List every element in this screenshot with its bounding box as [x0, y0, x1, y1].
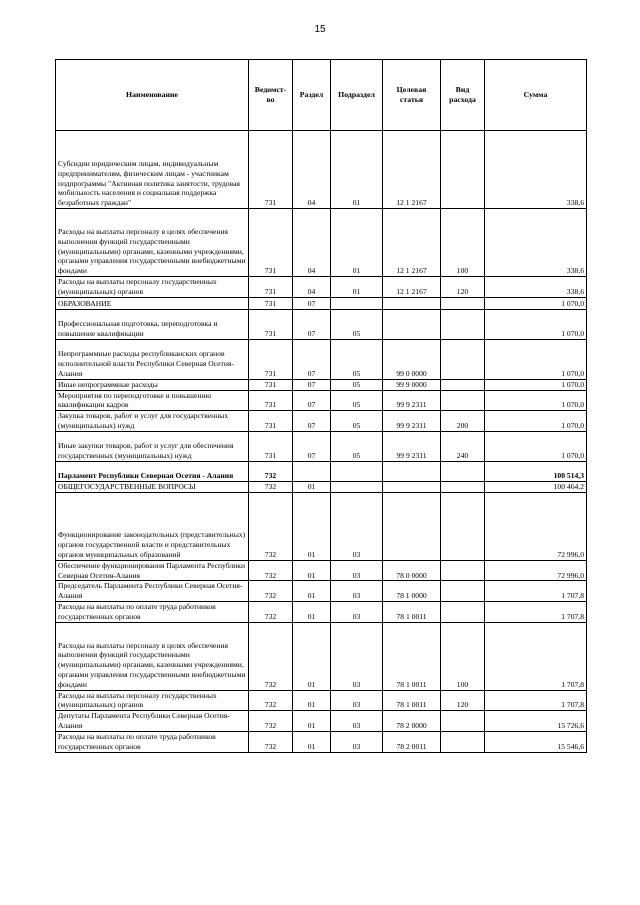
row-name: Мероприятия по переподготовке и повышению квалификации кадров [56, 390, 249, 411]
row-expense-type [441, 461, 485, 481]
row-subsection: 05 [331, 379, 383, 390]
row-section [293, 461, 331, 481]
row-department: 732 [249, 731, 293, 752]
row-sum: 1 070,0 [485, 309, 587, 339]
row-section: 07 [293, 411, 331, 432]
table-row [56, 277, 587, 298]
row-department: 731 [249, 277, 293, 298]
row-target: 78 1 0011 [383, 690, 441, 711]
row-subsection: 03 [331, 622, 383, 690]
row-name: Расходы на выплаты по оплате труда работников государственных органов [56, 731, 249, 752]
row-subsection: 05 [331, 431, 383, 461]
row-expense-type [441, 560, 485, 581]
row-subsection: 03 [331, 492, 383, 560]
row-sum: 100 514,3 [485, 461, 587, 481]
header-section: Раздел [293, 60, 331, 131]
header-name: Наименование [56, 60, 249, 131]
row-target: 99 9 2311 [383, 411, 441, 432]
row-expense-type [441, 339, 485, 379]
row-expense-type: 240 [441, 431, 485, 461]
row-target: 99 9 2311 [383, 390, 441, 411]
row-department: 732 [249, 581, 293, 602]
row-section: 07 [293, 309, 331, 339]
row-department: 732 [249, 622, 293, 690]
row-department: 731 [249, 297, 293, 309]
row-target: 78 0 0000 [383, 560, 441, 581]
row-section: 01 [293, 731, 331, 752]
row-target [383, 461, 441, 481]
row-name: Профессиональная подготовка, переподготовка и повышение квалификации [56, 309, 249, 339]
row-subsection: 03 [331, 711, 383, 732]
table-row [56, 390, 587, 411]
row-expense-type: 120 [441, 277, 485, 298]
row-sum: 1 707,8 [485, 690, 587, 711]
table-row [56, 379, 587, 390]
row-section: 01 [293, 492, 331, 560]
row-sum: 72 996,0 [485, 560, 587, 581]
table-row [56, 431, 587, 461]
row-sum: 15 726,6 [485, 711, 587, 732]
row-name: Субсидии юридическим лицам, индивидуальным предпринимателям, физическим лицам - участникам подпрограммы "Активная политика занятости, трудовая мобильность населения и социальная поддержка безработных граждан" [56, 131, 249, 209]
row-target: 12 1 2167 [383, 131, 441, 209]
row-department: 731 [249, 309, 293, 339]
row-name: Депутаты Парламента Республики Северная Осетия-Алания [56, 711, 249, 732]
row-department: 732 [249, 461, 293, 481]
table-row [56, 711, 587, 732]
table-row [56, 622, 587, 690]
row-department: 731 [249, 390, 293, 411]
row-expense-type [441, 731, 485, 752]
row-sum: 100 464,2 [485, 481, 587, 492]
row-section: 07 [293, 339, 331, 379]
row-expense-type [441, 481, 485, 492]
row-target: 99 9 2311 [383, 431, 441, 461]
row-department: 731 [249, 431, 293, 461]
row-expense-type [441, 131, 485, 209]
row-target: 78 1 0011 [383, 601, 441, 622]
table-row [56, 209, 587, 277]
table-row [56, 297, 587, 309]
row-sum: 1 070,0 [485, 379, 587, 390]
row-target: 78 2 0000 [383, 711, 441, 732]
row-subsection: 01 [331, 209, 383, 277]
row-name: Функционирование законодательных (представительных) органов государственной власти и представительных органов муниципальных образований [56, 492, 249, 560]
row-subsection: 05 [331, 411, 383, 432]
row-name: Расходы на выплаты персоналу в целях обеспечения выполнения функций государственными (муниципальными) органами, казенными учреждениями, органами управления государственными внебюджетными фондами [56, 209, 249, 277]
row-name: Обеспечение функционирования Парламента Республики Северная Осетия-Алания [56, 560, 249, 581]
row-sum: 338,6 [485, 209, 587, 277]
row-target: 78 1 0000 [383, 581, 441, 602]
row-section: 07 [293, 431, 331, 461]
row-sum: 1 070,0 [485, 297, 587, 309]
row-sum: 1 707,8 [485, 622, 587, 690]
table-row [56, 731, 587, 752]
row-subsection: 03 [331, 731, 383, 752]
row-department: 731 [249, 209, 293, 277]
row-section: 01 [293, 690, 331, 711]
table-row [56, 411, 587, 432]
table-row [56, 581, 587, 602]
row-section: 07 [293, 297, 331, 309]
row-department: 731 [249, 411, 293, 432]
row-target: 78 1 0011 [383, 622, 441, 690]
row-target: 99 9 0000 [383, 379, 441, 390]
row-sum: 1 070,0 [485, 390, 587, 411]
row-department: 732 [249, 711, 293, 732]
row-target: 12 1 2167 [383, 209, 441, 277]
row-subsection [331, 481, 383, 492]
row-target [383, 309, 441, 339]
row-subsection: 03 [331, 581, 383, 602]
row-expense-type: 100 [441, 622, 485, 690]
row-department: 732 [249, 690, 293, 711]
row-target [383, 297, 441, 309]
header-target: Целевая статья [383, 60, 441, 131]
row-sum: 1 070,0 [485, 431, 587, 461]
row-target: 78 2 0011 [383, 731, 441, 752]
row-sum: 1 707,8 [485, 581, 587, 602]
table-row [56, 560, 587, 581]
row-sum: 1 070,0 [485, 411, 587, 432]
table-row [56, 492, 587, 560]
header-sum: Сумма [485, 60, 587, 131]
row-department: 731 [249, 339, 293, 379]
row-name: Расходы на выплаты персоналу в целях обеспечения выполнения функций государственными (муниципальными) органами, казенными учреждениями, органами управления государственными внебюджетными фондами [56, 622, 249, 690]
row-section: 01 [293, 601, 331, 622]
table-row [56, 461, 587, 481]
row-target: 99 0 0000 [383, 339, 441, 379]
table-row [56, 309, 587, 339]
row-section: 07 [293, 379, 331, 390]
row-name: Расходы на выплаты персоналу государственных (муниципальных) органов [56, 277, 249, 298]
row-section: 01 [293, 581, 331, 602]
row-section: 04 [293, 209, 331, 277]
row-subsection: 05 [331, 339, 383, 379]
row-section: 01 [293, 622, 331, 690]
row-department: 732 [249, 492, 293, 560]
row-department: 732 [249, 601, 293, 622]
row-name: Парламент Республики Северная Осетия - Алания [56, 461, 249, 481]
row-name: Председатель Парламента Республики Северная Осетия-Алания [56, 581, 249, 602]
row-name: Иные непрограммные расходы [56, 379, 249, 390]
table-row [56, 690, 587, 711]
row-subsection: 01 [331, 277, 383, 298]
row-sum: 338,6 [485, 131, 587, 209]
row-section: 01 [293, 711, 331, 732]
header-expense-type: Вид расхода [441, 60, 485, 131]
row-subsection: 05 [331, 390, 383, 411]
row-target [383, 492, 441, 560]
row-subsection [331, 461, 383, 481]
row-expense-type [441, 390, 485, 411]
row-subsection: 03 [331, 690, 383, 711]
row-name: ОБРАЗОВАНИЕ [56, 297, 249, 309]
row-expense-type [441, 297, 485, 309]
row-sum: 15 546,6 [485, 731, 587, 752]
row-expense-type [441, 581, 485, 602]
header-department: Ведомст-во [249, 60, 293, 131]
row-expense-type [441, 711, 485, 732]
table-row [56, 131, 587, 209]
row-name: ОБЩЕГОСУДАРСТВЕННЫЕ ВОПРОСЫ [56, 481, 249, 492]
page-number: 15 [314, 24, 326, 35]
row-expense-type [441, 379, 485, 390]
row-name: Расходы на выплаты по оплате труда работников государственных органов [56, 601, 249, 622]
row-department: 732 [249, 560, 293, 581]
table-row [56, 339, 587, 379]
header-subsection: Подраздел [331, 60, 383, 131]
row-name: Закупка товаров, работ и услуг для государственных (муниципальных) нужд [56, 411, 249, 432]
row-expense-type [441, 601, 485, 622]
budget-table [55, 59, 587, 753]
row-expense-type: 120 [441, 690, 485, 711]
row-target: 12 1 2167 [383, 277, 441, 298]
row-expense-type: 200 [441, 411, 485, 432]
row-target [383, 481, 441, 492]
header-row [56, 60, 587, 131]
row-expense-type [441, 309, 485, 339]
row-section: 07 [293, 390, 331, 411]
row-subsection [331, 297, 383, 309]
row-sum: 1 707,8 [485, 601, 587, 622]
row-expense-type [441, 492, 485, 560]
row-subsection: 03 [331, 560, 383, 581]
row-subsection: 05 [331, 309, 383, 339]
row-sum: 72 996,0 [485, 492, 587, 560]
row-sum: 338,6 [485, 277, 587, 298]
row-department: 731 [249, 131, 293, 209]
row-name: Непрограммные расходы республиканских органов исполнительной власти Республики Северная Осетия-Алания [56, 339, 249, 379]
row-section: 04 [293, 277, 331, 298]
row-expense-type: 100 [441, 209, 485, 277]
row-name: Расходы на выплаты персоналу государственных (муниципальных) органов [56, 690, 249, 711]
table-body [56, 131, 587, 753]
row-subsection: 01 [331, 131, 383, 209]
row-name: Иные закупки товаров, работ и услуг для обеспечения государственных (муниципальных) нужд [56, 431, 249, 461]
row-department: 732 [249, 481, 293, 492]
table-row [56, 481, 587, 492]
table-row [56, 601, 587, 622]
row-sum: 1 070,0 [485, 339, 587, 379]
row-department: 731 [249, 379, 293, 390]
row-section: 04 [293, 131, 331, 209]
row-subsection: 03 [331, 601, 383, 622]
row-section: 01 [293, 560, 331, 581]
row-section: 01 [293, 481, 331, 492]
